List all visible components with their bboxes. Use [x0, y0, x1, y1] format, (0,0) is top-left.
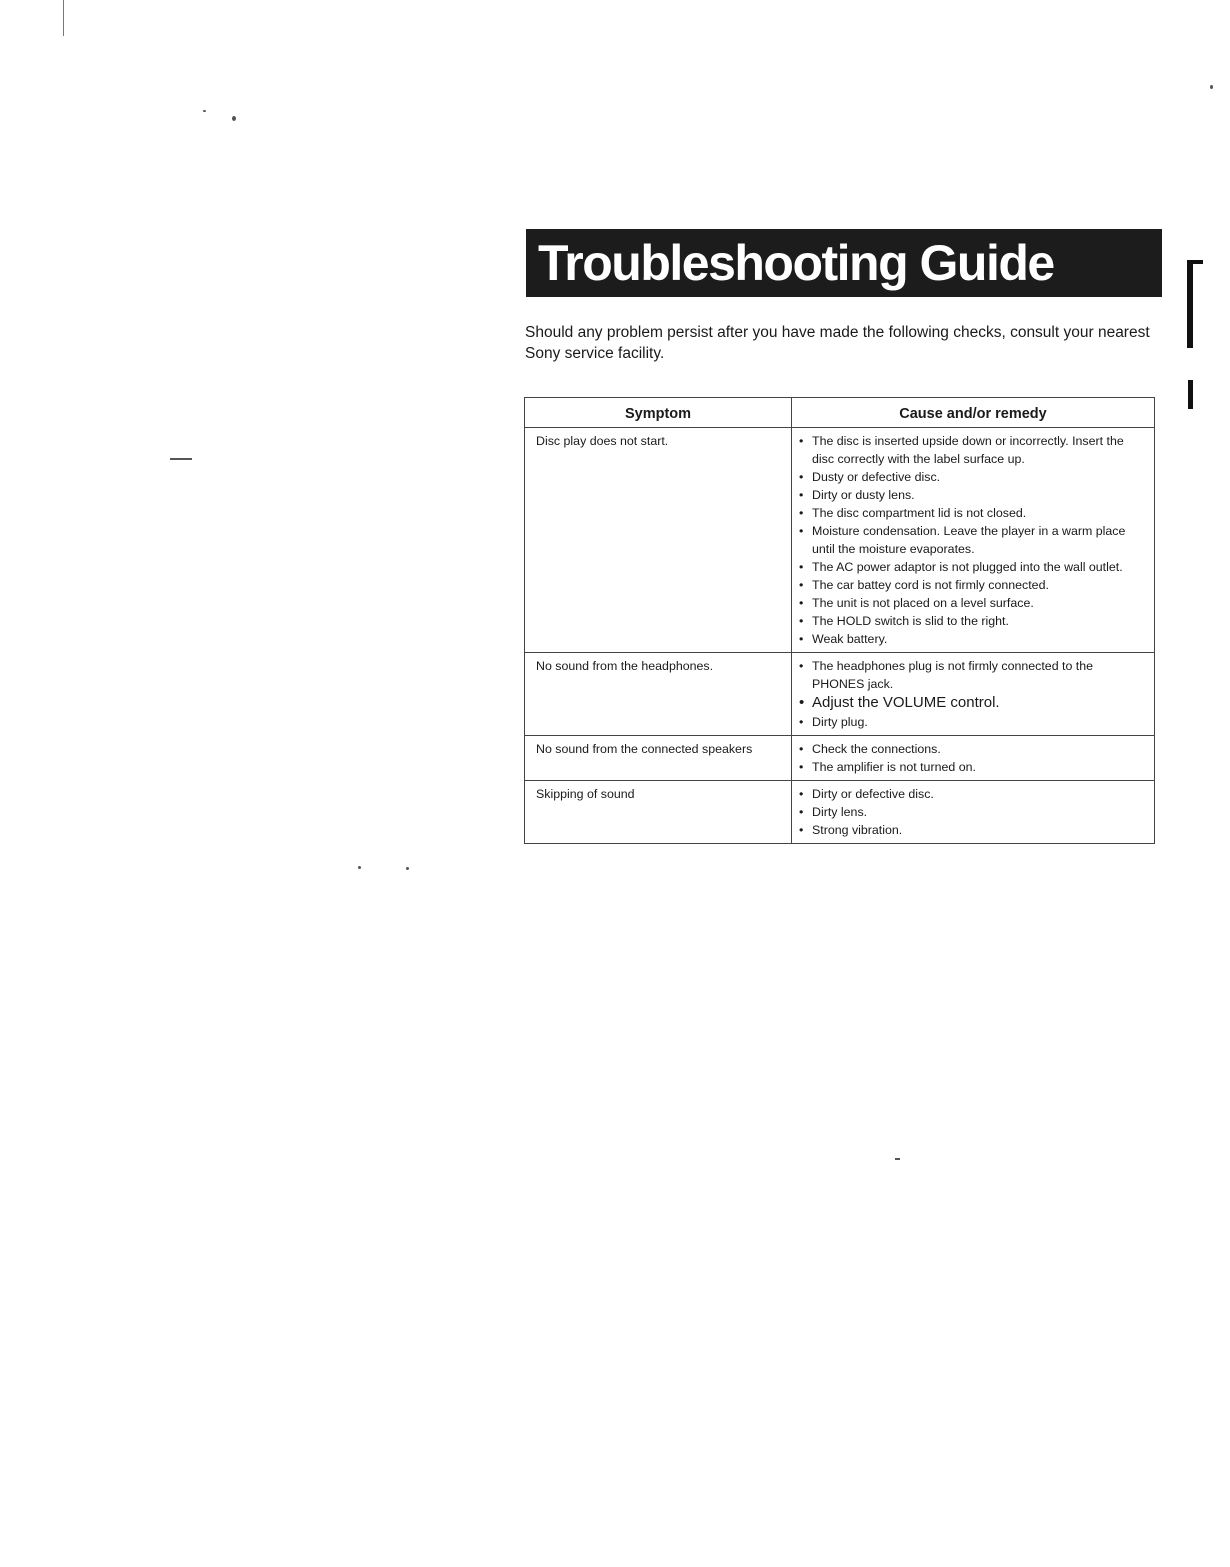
cause-text: The disc compartment lid is not closed. — [812, 506, 1027, 520]
bullet-icon: • — [799, 596, 804, 610]
scan-speck — [170, 458, 192, 460]
cause-text: The HOLD switch is slid to the right. — [812, 614, 1009, 628]
bullet-icon: • — [799, 715, 804, 729]
bullet-icon: • — [799, 434, 804, 448]
scan-speck — [203, 110, 206, 112]
cause-item — [799, 432, 1148, 468]
cause-text: Dirty plug. — [812, 715, 868, 729]
cause-item — [799, 740, 1148, 758]
bullet-icon: • — [799, 524, 804, 538]
page-edge-mark — [1187, 262, 1193, 348]
table-row — [525, 736, 1155, 781]
page-edge-mark — [1188, 380, 1193, 409]
cause-text: Dirty or defective disc. — [812, 787, 934, 801]
troubleshooting-table — [524, 397, 1155, 844]
cause-text: The disc is inserted upside down or incorrectly. Insert the disc correctly with the label surface up. — [812, 434, 1124, 466]
cause-text: Dirty lens. — [812, 805, 868, 819]
cause-item — [799, 612, 1148, 630]
cause-cell — [792, 781, 1155, 844]
cause-text: Weak battery. — [812, 632, 888, 646]
bullet-icon: • — [799, 578, 804, 592]
cause-item — [799, 594, 1148, 612]
bullet-icon: • — [799, 694, 805, 711]
cause-text: Check the connections. — [812, 742, 941, 756]
symptom-cell: Disc play does not start. — [525, 428, 792, 653]
intro-paragraph: Should any problem persist after you have made the following checks, consult your nearest Sony service facility. — [525, 324, 1150, 362]
cause-item — [799, 785, 1148, 803]
symptom-cell: No sound from the connected speakers — [525, 736, 792, 781]
scan-speck — [895, 1158, 900, 1160]
cause-item — [799, 657, 1148, 693]
cause-item — [799, 468, 1148, 486]
cause-item — [799, 803, 1148, 821]
cause-text: Dirty or dusty lens. — [812, 488, 915, 502]
cause-text: The AC power adaptor is not plugged into the wall outlet. — [812, 560, 1123, 574]
bullet-icon: • — [799, 506, 804, 520]
symptom-cell: Skipping of sound — [525, 781, 792, 844]
cause-item — [799, 821, 1148, 839]
scan-speck — [232, 116, 236, 121]
bullet-icon: • — [799, 632, 804, 646]
bullet-icon: • — [799, 614, 804, 628]
table-header-row — [525, 398, 1155, 428]
table-row — [525, 653, 1155, 736]
cause-item — [799, 713, 1148, 731]
cause-cell — [792, 736, 1155, 781]
cause-item — [799, 558, 1148, 576]
page-title: Troubleshooting Guide — [538, 235, 1054, 291]
cause-item — [799, 630, 1148, 648]
cause-text: The car battey cord is not firmly connected. — [812, 578, 1049, 592]
bullet-icon: • — [799, 560, 804, 574]
cause-item — [799, 758, 1148, 776]
cause-item — [799, 486, 1148, 504]
cause-item — [799, 504, 1148, 522]
troubleshooting-table-container — [524, 397, 1154, 844]
cause-text: Moisture condensation. Leave the player in a warm place until the moisture evaporates. — [812, 524, 1126, 556]
cause-text: Strong vibration. — [812, 823, 903, 837]
scan-speck — [1210, 85, 1213, 89]
cause-cell — [792, 428, 1155, 653]
cause-text: The unit is not placed on a level surface. — [812, 596, 1034, 610]
bullet-icon: • — [799, 470, 804, 484]
cause-text: Adjust the VOLUME control. — [812, 694, 1000, 711]
symptom-cell: No sound from the headphones. — [525, 653, 792, 736]
cause-item — [799, 693, 1148, 713]
cause-cell — [792, 653, 1155, 736]
cause-text: The headphones plug is not firmly connected to the PHONES jack. — [812, 659, 1094, 691]
cause-item — [799, 576, 1148, 594]
table-row — [525, 781, 1155, 844]
bullet-icon: • — [799, 742, 804, 756]
header-cause-remedy: Cause and/or remedy — [792, 398, 1155, 428]
scan-speck — [406, 867, 409, 870]
scan-speck — [358, 866, 361, 869]
table-row — [525, 428, 1155, 653]
cause-text: Dusty or defective disc. — [812, 470, 941, 484]
bullet-icon: • — [799, 805, 804, 819]
bullet-icon: • — [799, 760, 804, 774]
scan-margin-line — [63, 0, 64, 36]
bullet-icon: • — [799, 488, 804, 502]
cause-text: The amplifier is not turned on. — [812, 760, 976, 774]
bullet-icon: • — [799, 823, 804, 837]
bullet-icon: • — [799, 659, 804, 673]
cause-item — [799, 522, 1148, 558]
header-symptom: Symptom — [525, 398, 792, 428]
title-banner — [526, 229, 1162, 297]
bullet-icon: • — [799, 787, 804, 801]
